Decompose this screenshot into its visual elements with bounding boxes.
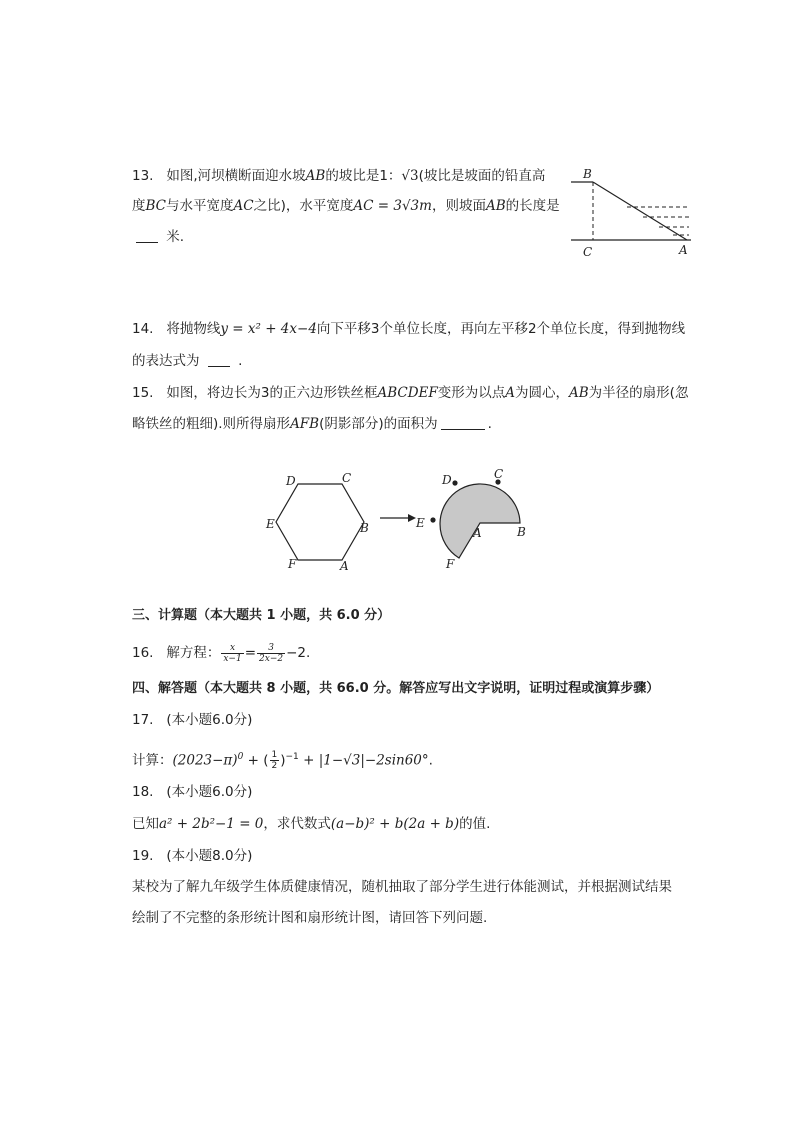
- sector-label-b: B: [517, 525, 526, 539]
- hex-label-a: A: [340, 559, 349, 573]
- q13-answer-blank[interactable]: [136, 228, 158, 243]
- dam-slope-ab: [593, 182, 687, 240]
- section-4-title: 四、解答题（本大题共 8 小题，共 66.0 分。解答应写出文字说明，证明过程或演算步骤）: [132, 681, 660, 696]
- q15-number: 15.: [132, 385, 154, 401]
- transform-arrow-head: [408, 514, 416, 522]
- q15-line1: 15. 如图，将边长为3的正六边形铁丝框ABCDEF变形为以点A为圆心，AB为半径的扇形(忽: [132, 385, 689, 401]
- q19-header: 19. (本小题8.0分): [132, 848, 253, 864]
- q16-number: 16.: [132, 645, 154, 661]
- q15-line2: 略铁丝的粗细).则所得扇形AFB(阴影部分)的面积为 .: [132, 416, 492, 432]
- q19-number: 19.: [132, 848, 154, 864]
- q16-fraction-1: $\frac{x}{x-1}$: [223, 642, 242, 664]
- q13-line3: 米.: [132, 227, 184, 247]
- q18-text: 已知a² + 2b²−1 = 0，求代数式(a−b)² + b(2a + b)的值.: [132, 816, 491, 832]
- hexagon-abcdef: [276, 484, 364, 560]
- q16-fraction-2: $\frac{3}{2x-2}$: [259, 642, 284, 664]
- hex-label-f: F: [288, 557, 297, 571]
- q14-answer-blank[interactable]: [208, 352, 230, 367]
- sector-label-d: D: [442, 473, 452, 487]
- q17-expression: 计算：$(2023-\pi)^0$ + ( $\frac{1}{2}$ )$^{-1}$ + |1−√3|−2sin60°.: [132, 750, 433, 771]
- q18-number: 18.: [132, 784, 154, 800]
- q15-answer-blank[interactable]: [441, 415, 485, 430]
- q13-number: 13.: [132, 168, 154, 184]
- hex-label-c: C: [342, 471, 352, 485]
- q18-header: 18. (本小题6.0分): [132, 784, 253, 800]
- q17-number: 17.: [132, 712, 154, 728]
- sector-label-c: C: [494, 467, 504, 481]
- q14-line1: 14. 将抛物线y = x² + 4x−4向下平移3个单位长度，再向左平移2个单位长度，得到抛物线: [132, 321, 686, 337]
- sector-point-e: [430, 517, 435, 522]
- section-3-title: 三、计算题（本大题共 1 小题，共 6.0 分）: [132, 608, 391, 623]
- q16-line: 16. 解方程： $\frac{x}{x-1}$ = $\frac{3}{2x-2}$ −2.: [132, 642, 311, 664]
- dam-label-a: A: [679, 243, 688, 257]
- q19-line1: 某校为了解九年级学生体质健康情况，随机抽取了部分学生进行体能测试，并根据测试结果: [132, 879, 672, 895]
- sector-point-d: [452, 480, 457, 485]
- q15-hexagon-sector-figure: [258, 460, 538, 580]
- sector-afb-shaded: [440, 484, 520, 558]
- hex-label-b: B: [360, 521, 369, 535]
- q17-header: 17. (本小题6.0分): [132, 712, 253, 728]
- sector-label-a: A: [473, 526, 482, 540]
- sector-label-e: E: [416, 516, 425, 530]
- q13-line2: 度BC与水平宽度AC之比)，水平宽度AC = 3√3m，则坡面AB的长度是: [132, 198, 560, 214]
- sector-label-f: F: [446, 557, 455, 571]
- q14-line2: 的表达式为 .: [132, 353, 243, 369]
- q13-line1: 13. 如图,河坝横断面迎水坡AB的坡比是1：√3(坡比是坡面的铅直高: [132, 168, 546, 184]
- dam-label-c: C: [583, 245, 593, 259]
- hex-label-e: E: [266, 517, 275, 531]
- q17-half-fraction: $\frac{1}{2}$: [271, 750, 278, 771]
- hex-label-d: D: [286, 474, 296, 488]
- q13-dam-figure: [565, 164, 695, 260]
- q14-number: 14.: [132, 321, 154, 337]
- q19-line2: 绘制了不完整的条形统计图和扇形统计图，请回答下列问题.: [132, 910, 488, 926]
- dam-label-b: B: [583, 167, 592, 181]
